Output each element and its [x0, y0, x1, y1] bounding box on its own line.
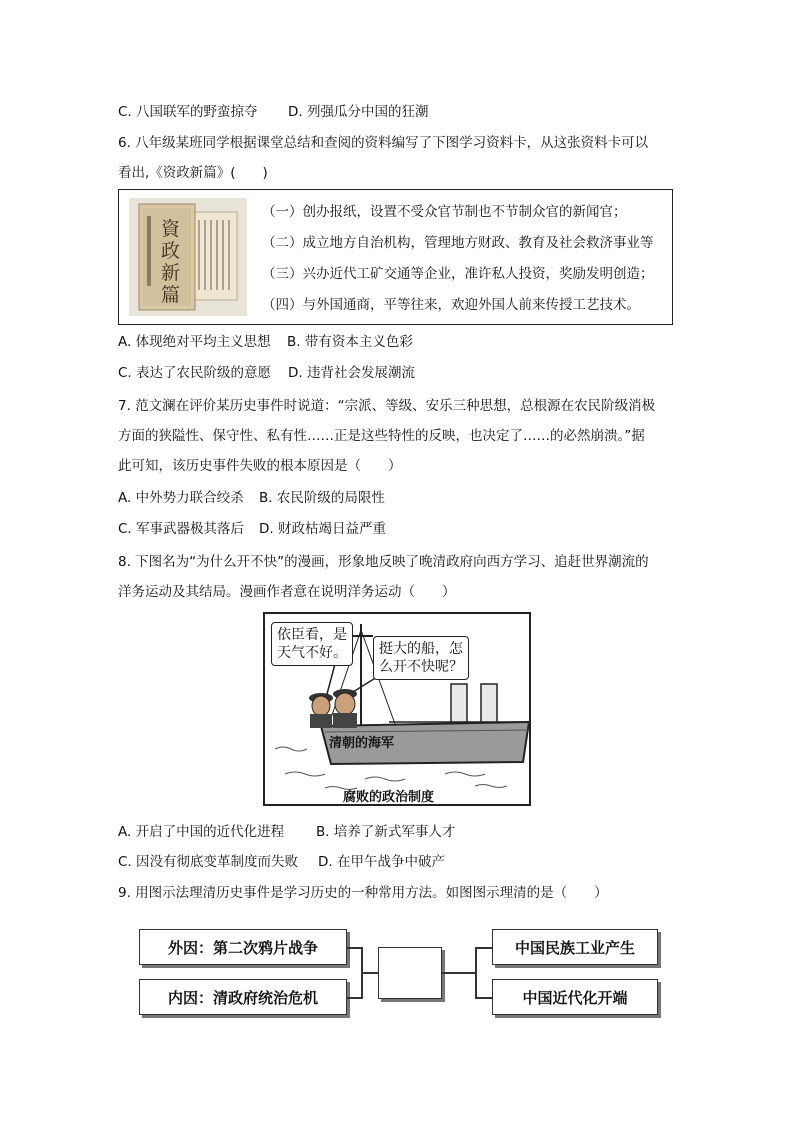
q6-card-item-1: （一）创办报纸，设置不受众官节制也不节制众官的新闻官； — [262, 204, 627, 220]
q7-option-c: C. 军事武器极其落后 — [118, 521, 245, 537]
q5-option-c: C. 八国联军的野蛮掠夺 — [118, 104, 258, 120]
q8-option-b: B. 培养了新式军事人才 — [316, 824, 456, 840]
connector-line — [347, 997, 362, 999]
diagram-box-center-blank — [378, 947, 442, 999]
diagram-box-modernization-start: 中国近代化开端 — [492, 979, 658, 1015]
q6-material-card — [118, 189, 673, 325]
q6-option-d: D. 违背社会发展潮流 — [288, 365, 415, 381]
q7-stem-line1: 7. 范文澜在评价某历史事件时说道：“宗派、等级、安乐三种思想，总根源在农民阶级消极 — [118, 398, 656, 414]
book-title-char: 篇 — [161, 284, 181, 306]
diagram-box-national-industry: 中国民族工业产生 — [492, 929, 658, 965]
q8-stem-line1: 8. 下图名为“为什么开不快”的漫画，形象地反映了晚清政府向西方学习、追赶世界潮流的 — [118, 554, 649, 570]
q7-stem-line3: 此可知，该历史事件失败的根本原因是（ ） — [118, 458, 402, 474]
connector-line — [347, 947, 362, 949]
connector-line — [442, 972, 476, 974]
ship-label: 清朝的海军 — [329, 736, 395, 751]
q8-option-d: D. 在甲午战争中破产 — [318, 854, 445, 870]
q6-card-item-2: （二）成立地方自治机构，管理地方财政、教育及社会救济事业等 — [262, 235, 654, 251]
diagram-box-external-cause: 外因：第二次鸦片战争 — [139, 929, 347, 965]
q8-cartoon — [263, 612, 531, 806]
book-title-char: 新 — [161, 262, 181, 284]
speech-bubble-emperor: 挺大的船，怎 么开不快呢？ — [373, 636, 469, 680]
q7-option-a: A. 中外势力联合绞杀 — [118, 490, 244, 506]
book-title-char: 資 — [161, 218, 181, 240]
zizheng-xinpian-book-image — [129, 198, 247, 316]
q7-option-d: D. 财政枯竭日益严重 — [259, 521, 386, 537]
diagram-box-internal-cause: 内因：清政府统治危机 — [139, 979, 347, 1015]
q6-stem-line1: 6. 八年级某班同学根据课堂总结和查阅的资料编写了下图学习资料卡，从这张资料卡可以 — [118, 135, 649, 151]
book-title-char: 政 — [161, 240, 181, 262]
connector-line — [475, 947, 477, 999]
q6-stem-line2: 看出,《资政新篇》( ) — [118, 165, 268, 181]
book-title — [161, 218, 183, 306]
q8-option-c: C. 因没有彻底变革制度而失败 — [118, 854, 299, 870]
q8-stem-line2: 洋务运动及其结局。漫画作者意在说明洋务运动（ ） — [118, 584, 456, 600]
cartoon-caption: 腐败的政治制度 — [343, 790, 435, 805]
q9-stem: 9. 用图示法理清历史事件是学习历史的一种常用方法。如图图示理清的是（ ） — [118, 885, 608, 901]
q6-option-b: B. 带有资本主义色彩 — [287, 334, 413, 350]
q6-option-a: A. 体现绝对平均主义思想 — [118, 334, 271, 350]
q7-stem-line2: 方面的狭隘性、保守性、私有性……正是这些特性的反映，也决定了……的必然崩溃。”据 — [118, 428, 645, 444]
q6-card-item-4: （四）与外国通商，平等往来，欢迎外国人前来传授工艺技术。 — [262, 297, 640, 313]
q8-option-a: A. 开启了中国的近代化进程 — [118, 824, 285, 840]
q6-card-item-3: （三）兴办近代工矿交通等企业，准许私人投资，奖励发明创造； — [262, 266, 654, 282]
q7-option-b: B. 农民阶级的局限性 — [259, 490, 385, 506]
q6-option-c: C. 表达了农民阶级的意愿 — [118, 365, 272, 381]
connector-line — [361, 972, 378, 974]
q5-option-d: D. 列强瓜分中国的狂潮 — [288, 104, 429, 120]
connector-line — [475, 947, 492, 949]
connector-line — [475, 997, 492, 999]
speech-bubble-minister: 依臣看，是 天气不好。 — [271, 622, 353, 666]
